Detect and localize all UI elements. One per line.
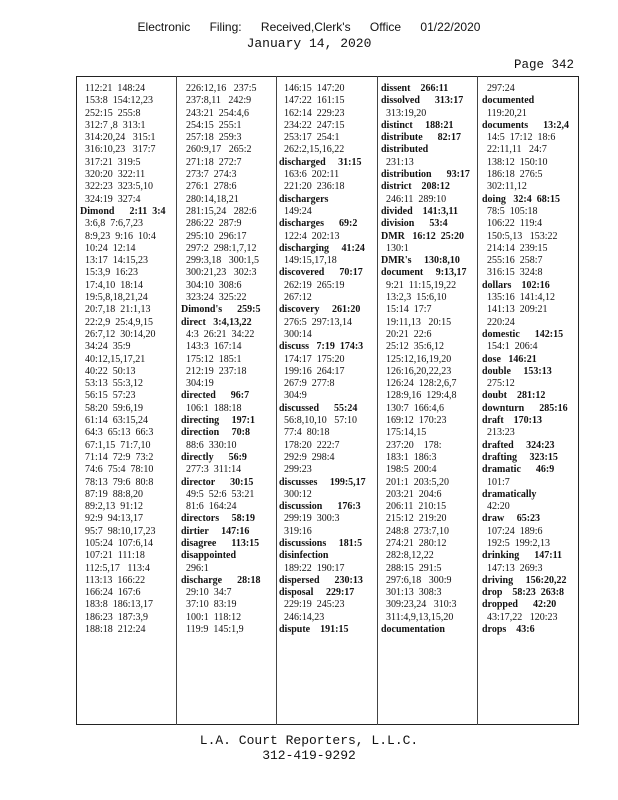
index-entry-pages: 237:8,11 242:9	[181, 95, 252, 107]
index-entry-pages: 273:7 274:3	[181, 169, 237, 181]
index-entry-pages: 254:15 255:1	[181, 119, 242, 131]
index-entry-pages: 42:20	[482, 501, 510, 513]
index-entry-term: driving 156:20,22	[482, 574, 567, 586]
index-entry-pages: 297:6,18 300:9	[381, 574, 452, 586]
index-entry-pages: 88:6 330:10	[181, 439, 237, 451]
index-entry-pages: 77:4 80:18	[279, 427, 330, 439]
index-entry-pages: 126:16,20,22,23	[381, 365, 452, 377]
index-entry-term: discharge 28:18	[181, 574, 261, 586]
index-entry-pages: 135:16 141:4,12	[482, 292, 556, 304]
index-entry-pages: 87:19 88:8,20	[80, 488, 144, 500]
index-entry-pages: 282:8,12,22	[381, 550, 434, 562]
index-entry-pages: 119:20,21	[482, 107, 527, 119]
index-entry-pages: 229:19 245:23	[279, 599, 345, 611]
index-entry-pages: 125:12,16,19,20	[381, 353, 452, 365]
index-entry-term: documents 13:2,4	[482, 119, 569, 131]
index-entry-pages: 8:9,23 9:16 10:4	[80, 230, 156, 242]
index-entry-pages: 119:9 145:1,9	[181, 624, 244, 636]
index-entry-pages: 253:17 254:1	[279, 132, 340, 144]
index-entry-pages: 226:12,16 237:5	[181, 83, 257, 94]
index-entry-term: discharges 69:2	[279, 218, 358, 230]
index-entry-term: dose 146:21	[482, 353, 537, 365]
index-entry-pages: 262:2,15,16,22	[279, 144, 345, 156]
index-entry-pages: 288:15 291:5	[381, 562, 442, 574]
index-entry-term: dramatically	[482, 488, 537, 500]
index-entry-pages: 237:20 178:	[381, 439, 442, 451]
index-entry-pages: 106:22 119:4	[482, 218, 543, 230]
index-entry-term: draft 170:13	[482, 415, 542, 427]
index-entry-term: direct 3:4,13,22	[181, 316, 252, 328]
index-entry-pages: 300:14	[279, 328, 312, 340]
index-entry-pages: 304:9	[279, 390, 307, 402]
index-entry-pages: 183:8 186:13,17	[80, 599, 154, 611]
index-entry-term: doubt 281:12	[482, 390, 546, 402]
index-entry-pages: 10:24 12:14	[80, 242, 136, 254]
index-entry-pages: 92:9 94:13,17	[80, 513, 144, 525]
index-entry-term: directly 56:9	[181, 451, 247, 463]
index-entry-pages: 316:15 324:8	[482, 267, 543, 279]
index-entry-pages: 17:4,10 18:14	[80, 279, 144, 291]
index-entry-term: Dimond's 259:5	[181, 304, 261, 316]
index-entry-term: discussion 176:3	[279, 501, 361, 513]
index-entry-pages: 147:22 161:15	[279, 95, 345, 107]
index-entry-pages: 246:11 289:10	[381, 193, 447, 205]
index-entry-pages: 150:5,13 153:22	[482, 230, 558, 242]
index-entry-pages: 322:23 323:5,10	[80, 181, 154, 193]
index-entry-term: drop 58:23 263:8	[482, 587, 565, 599]
index-entry-pages: 130:7 166:4,6	[381, 402, 445, 414]
index-entry-pages: 262:19 265:19	[279, 279, 345, 291]
index-entry-pages: 323:24 325:22	[181, 292, 247, 304]
index-entry-pages: 178:20 222:7	[279, 439, 340, 451]
index-entry-pages: 14:5 17:12 18:6	[482, 132, 556, 144]
index-entry-pages: 286:22 287:9	[181, 218, 242, 230]
index-entry-pages: 9:21 11:15,19,22	[381, 279, 457, 291]
index-column-3	[279, 83, 379, 713]
index-entry-pages: 234:22 247:15	[279, 119, 345, 131]
index-entry-term: disagree 113:15	[181, 537, 260, 549]
index-entry-term: discusses 199:5,17	[279, 476, 366, 488]
index-entry-pages: 53:13 55:3,12	[80, 378, 144, 390]
index-entry-pages: 34:24 35:9	[80, 341, 131, 353]
index-entry-pages: 212:19 237:18	[181, 365, 247, 377]
index-entry-pages: 64:3 65:13 66:3	[80, 427, 154, 439]
index-entry-pages: 26:7,12 30:14,20	[80, 328, 156, 340]
index-entry-term: drafted 324:23	[482, 439, 555, 451]
index-entry-term: disappointed	[181, 550, 237, 562]
index-entry-term: divided 141:3,11	[381, 205, 458, 217]
index-entry-pages: 61:14 63:15,24	[80, 415, 149, 427]
index-entry-pages: 143:3 167:14	[181, 341, 242, 353]
index-entry-pages: 162:14 229:23	[279, 107, 345, 119]
index-entry-pages: 100:1 118:12	[181, 611, 242, 623]
index-entry-pages: 105:24 107:6,14	[80, 537, 154, 549]
index-entry-pages: 304:10 308:6	[181, 279, 242, 291]
index-entry-term: directed 96:7	[181, 390, 250, 402]
index-entry-pages: 275:12	[482, 378, 515, 390]
index-entry-pages: 255:16 258:7	[482, 255, 543, 267]
index-entry-term: disposal 229:17	[279, 587, 355, 599]
index-entry-pages: 246:14,23	[279, 611, 325, 623]
index-entry-pages: 19:5,8,18,21,24	[80, 292, 148, 304]
index-entry-pages: 169:12 170:23	[381, 415, 447, 427]
index-entry-pages: 56:15 57:23	[80, 390, 136, 402]
index-entry-term: distributed	[381, 144, 429, 156]
index-entry-term: drinking 147:11	[482, 550, 563, 562]
index-entry-pages: 107:24 189:6	[482, 525, 543, 537]
index-entry-pages: 130:1	[381, 242, 409, 254]
index-entry-term: dollars 102:16	[482, 279, 550, 291]
index-entry-pages: 309:23,24 310:3	[381, 599, 457, 611]
index-entry-pages: 20:7,18 21:1,13	[80, 304, 151, 316]
index-entry-pages: 40:22 50:13	[80, 365, 136, 377]
index-entry-term: directing 197:1	[181, 415, 255, 427]
index-entry-pages: 301:13 308:3	[381, 587, 442, 599]
index-entry-pages: 276:5 297:13,14	[279, 316, 353, 328]
footer-company: L.A. Court Reporters, L.L.C.	[199, 733, 419, 748]
index-entry-pages: 297:2 298:1,7,12	[181, 242, 257, 254]
index-entry-pages: 146:15 147:20	[279, 83, 345, 94]
index-entry-pages: 304:19	[181, 378, 214, 390]
index-entry-pages: 128:9,16 129:4,8	[381, 390, 457, 402]
index-entry-pages: 81:6 164:24	[181, 501, 237, 513]
index-entry-pages: 13:2,3 15:6,10	[381, 292, 447, 304]
index-entry-pages: 215:12 219:20	[381, 513, 447, 525]
index-entry-term: Dimond 2:11 3:4	[80, 205, 166, 217]
index-entry-pages: 149:24	[279, 205, 312, 217]
index-column-4	[381, 83, 481, 713]
index-column-1	[80, 83, 180, 713]
filing-header	[0, 20, 618, 34]
index-entry-term: disinfection	[279, 550, 329, 562]
index-entry-pages: 213:23	[482, 427, 515, 439]
index-entry-pages: 231:13	[381, 156, 414, 168]
index-entry-term: drops 43:6	[482, 624, 535, 636]
index-entry-term: discussed 55:24	[279, 402, 358, 414]
index-entry-pages: 192:5 199:2,13	[482, 537, 551, 549]
index-entry-pages: 280:14,18,21	[181, 193, 239, 205]
index-entry-pages: 89:2,13 91:12	[80, 501, 144, 513]
filing-label: Filing:	[209, 20, 242, 34]
index-entry-term: doing 32:4 68:15	[482, 193, 561, 205]
index-entry-pages: 4:3 26:21 34:22	[181, 328, 255, 340]
index-entry-pages: 153:8 154:12,23	[80, 95, 154, 107]
index-entry-pages: 101:7	[482, 476, 510, 488]
index-entry-pages: 112:21 148:24	[80, 83, 146, 94]
index-entry-term: dischargers	[279, 193, 329, 205]
index-entry-term: dramatic 46:9	[482, 464, 555, 476]
index-entry-pages: 37:10 83:19	[181, 599, 237, 611]
index-entry-pages: 198:5 200:4	[381, 464, 437, 476]
index-entry-term: domestic 142:15	[482, 328, 564, 340]
index-entry-pages: 189:22 190:17	[279, 562, 345, 574]
page-number: Page 342	[513, 58, 574, 72]
index-entry-pages: 147:13 269:3	[482, 562, 543, 574]
index-entry-pages: 214:14 239:15	[482, 242, 548, 254]
index-entry-pages: 163:6 202:11	[279, 169, 340, 181]
index-entry-pages: 174:17 175:20	[279, 353, 345, 365]
index-entry-term: discuss 7:19 174:3	[279, 341, 364, 353]
index-entry-pages: 126:24 128:2,6,7	[381, 378, 457, 390]
index-entry-pages: 320:20 322:11	[80, 169, 146, 181]
filed-date: 01/22/2020	[420, 20, 481, 34]
index-entry-term: distribution 93:17	[381, 169, 470, 181]
index-entry-pages: 58:20 59:6,19	[80, 402, 144, 414]
index-entry-pages: 95:7 98:10,17,23	[80, 525, 156, 537]
index-entry-pages: 22:2,9 25:4,9,15	[80, 316, 154, 328]
index-entry-pages: 313:19,20	[381, 107, 427, 119]
index-entry-pages: 295:10 296:17	[181, 230, 247, 242]
index-entry-pages: 107:21 111:18	[80, 550, 145, 562]
index-entry-pages: 141:13 209:21	[482, 304, 548, 316]
index-entry-term: dispute 191:15	[279, 624, 349, 636]
received-label: Received,Clerk's	[260, 20, 351, 34]
index-entry-pages: 43:17,22 120:23	[482, 611, 558, 623]
index-entry-pages: 257:18 259:3	[181, 132, 242, 144]
index-entry-pages: 324:19 327:4	[80, 193, 141, 205]
index-entry-pages: 19:11,13 20:15	[381, 316, 452, 328]
index-entry-pages: 186:18 276:5	[482, 169, 543, 181]
index-entry-term: direction 70:8	[181, 427, 250, 439]
index-entry-term: double 153:13	[482, 365, 552, 377]
index-entry-pages: 316:10,23 317:7	[80, 144, 156, 156]
index-entry-pages: 267:12	[279, 292, 312, 304]
index-entry-pages: 112:5,17 113:4	[80, 562, 150, 574]
index-entry-pages: 186:23 187:3,9	[80, 611, 149, 623]
index-column-5	[482, 83, 582, 713]
index-entry-pages: 15:14 17:7	[381, 304, 432, 316]
index-entry-pages: 271:18 272:7	[181, 156, 242, 168]
index-entry-pages: 138:12 150:10	[482, 156, 548, 168]
index-entry-pages: 56:8,10,10 57:10	[279, 415, 358, 427]
index-entry-pages: 319:16	[279, 525, 312, 537]
index-entry-pages: 25:12 35:6,12	[381, 341, 445, 353]
index-entry-term: draw 65:23	[482, 513, 541, 525]
index-entry-term: downturn 285:16	[482, 402, 568, 414]
index-entry-pages: 203:21 204:6	[381, 488, 442, 500]
index-entry-pages: 248:8 273:7,10	[381, 525, 450, 537]
index-entry-pages: 78:5 105:18	[482, 205, 538, 217]
index-entry-pages: 40:12,15,17,21	[80, 353, 146, 365]
index-entry-pages: 71:14 72:9 73:2	[80, 451, 154, 463]
index-entry-pages: 297:24	[482, 83, 515, 94]
index-entry-pages: 199:16 264:17	[279, 365, 345, 377]
index-entry-pages: 267:9 277:8	[279, 378, 335, 390]
index-entry-pages: 299:23	[279, 464, 312, 476]
index-entry-pages: 166:24 167:6	[80, 587, 141, 599]
index-entry-term: distribute 82:17	[381, 132, 461, 144]
index-entry-pages: 317:21 319:5	[80, 156, 141, 168]
index-entry-term: directors 58:19	[181, 513, 255, 525]
index-entry-pages: 220:24	[482, 316, 515, 328]
index-entry-pages: 29:10 34:7	[181, 587, 232, 599]
index-entry-pages: 113:13 166:22	[80, 574, 146, 586]
index-entry-term: drafting 323:15	[482, 451, 558, 463]
index-entry-term: discharged 31:15	[279, 156, 362, 168]
index-entry-term: dissolved 313:17	[381, 95, 464, 107]
index-entry-pages: 277:3 311:14	[181, 464, 242, 476]
index-entry-pages: 22:11,11 24:7	[482, 144, 547, 156]
index-entry-term: division 53:4	[381, 218, 448, 230]
office-label: Office	[369, 20, 402, 34]
index-entry-pages: 175:14,15	[381, 427, 427, 439]
index-entry-pages: 243:21 254:4,6	[181, 107, 250, 119]
index-entry-pages: 3:6,8 7:6,7,23	[80, 218, 144, 230]
index-entry-term: discharging 41:24	[279, 242, 365, 254]
index-entry-pages: 274:21 280:12	[381, 537, 447, 549]
index-entry-pages: 74:6 75:4 78:10	[80, 464, 154, 476]
index-entry-term: dirtier 147:16	[181, 525, 250, 537]
index-entry-term: discussions 181:5	[279, 537, 363, 549]
index-entry-term: discovered 70:17	[279, 267, 363, 279]
index-entry-pages: 49:5 52:6 53:21	[181, 488, 255, 500]
index-entry-pages: 67:1,15 71:7,10	[80, 439, 151, 451]
index-entry-pages: 188:18 212:24	[80, 624, 146, 636]
index-entry-term: dropped 42:20	[482, 599, 557, 611]
index-entry-term: distinct 188:21	[381, 119, 454, 131]
index-column-2	[181, 83, 281, 713]
index-entry-pages: 154:1 206:4	[482, 341, 538, 353]
index-entry-pages: 299:3,18 300:1,5	[181, 255, 260, 267]
index-entry-term: documentation	[381, 624, 445, 636]
index-entry-term: dissent 266:11	[381, 83, 449, 94]
index-entry-pages: 312:7 ,8 313:1	[80, 119, 146, 131]
index-entry-pages: 252:15 255:8	[80, 107, 141, 119]
index-entry-pages: 15:3,9 16:23	[80, 267, 139, 279]
index-entry-pages: 314:20,24 315:1	[80, 132, 156, 144]
index-entry-pages: 281:15,24 282:6	[181, 205, 257, 217]
index-entry-pages: 276:1 278:6	[181, 181, 237, 193]
index-entry-pages: 260:9,17 265:2	[181, 144, 252, 156]
index-entry-pages: 311:4,9,13,15,20	[381, 611, 454, 623]
index-entry-term: director 30:15	[181, 476, 254, 488]
index-entry-pages: 302:11,12	[482, 181, 527, 193]
index-entry-term: DMR's 130:8,10	[381, 255, 460, 267]
transcript-date: January 14, 2020	[246, 36, 372, 51]
index-entry-pages: 300:12	[279, 488, 312, 500]
index-entry-term: district 208:12	[381, 181, 450, 193]
index-entry-pages: 149:15,17,18	[279, 255, 337, 267]
index-entry-term: discovery 261:20	[279, 304, 361, 316]
index-entry-pages: 78:13 79:6 80:8	[80, 476, 154, 488]
index-entry-pages: 299:19 300:3	[279, 513, 340, 525]
index-entry-pages: 300:21,23 302:3	[181, 267, 257, 279]
index-entry-pages: 20:21 22:6	[381, 328, 432, 340]
index-entry-pages: 13:17 14:15,23	[80, 255, 149, 267]
index-entry-term: document 9:13,17	[381, 267, 467, 279]
index-entry-pages: 106:1 188:18	[181, 402, 242, 414]
footer-phone: 312-419-9292	[262, 748, 356, 763]
index-entry-pages: 175:12 185:1	[181, 353, 242, 365]
index-entry-pages: 201:1 203:5,20	[381, 476, 450, 488]
index-entry-pages: 122:4 202:13	[279, 230, 340, 242]
index-entry-pages: 221:20 236:18	[279, 181, 345, 193]
index-entry-pages: 296:1	[181, 562, 209, 574]
index-entry-pages: 292:9 298:4	[279, 451, 335, 463]
index-entry-term: DMR 16:12 25:20	[381, 230, 465, 242]
index-entry-pages: 183:1 186:3	[381, 451, 437, 463]
index-entry-term: documented	[482, 95, 535, 107]
electronic-label: Electronic	[137, 20, 191, 34]
index-entry-pages: 206:11 210:15	[381, 501, 447, 513]
index-entry-term: dispersed 230:13	[279, 574, 363, 586]
